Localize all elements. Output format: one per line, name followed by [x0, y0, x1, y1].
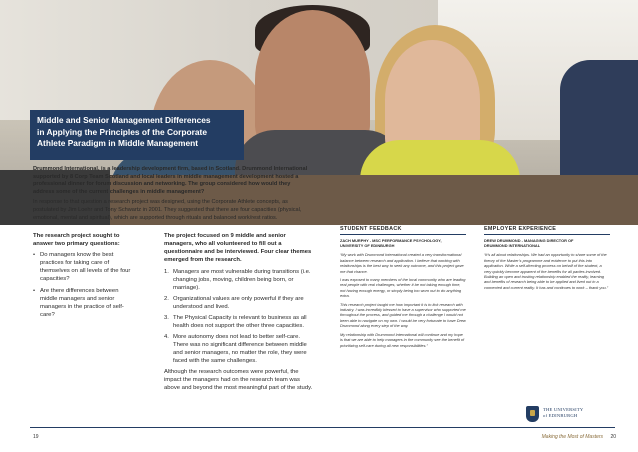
- university-name: [543, 407, 583, 419]
- employer-byline-1: DREW DRUMMOND - MANAGING DIRECTOR OF: [484, 238, 574, 243]
- article-title: [30, 110, 244, 160]
- student-byline: [340, 238, 466, 248]
- finding-number: 3.: [164, 315, 169, 321]
- finding-item: [164, 314, 314, 330]
- page-number-left: 19: [33, 434, 39, 440]
- publication-title: Making the Most of Masters: [541, 434, 604, 440]
- title-line-2: in Applying the Principles of the Corporate: [37, 126, 207, 137]
- employer-experience-heading: EMPLOYER EXPERIENCE: [484, 226, 610, 235]
- crest-icon: [526, 406, 539, 422]
- research-lead: The research project sought to answer two primary questions:: [33, 233, 120, 247]
- employer-byline-2: DRUMMOND INTERNATIONAL: [484, 243, 541, 249]
- employer-byline: [484, 238, 610, 248]
- finding-number: 1.: [164, 269, 169, 275]
- findings-outro: Although the research outcomes were powerful, the impact the managers had on the research team was above and beyond the most meaningful part of the study.: [164, 369, 313, 391]
- page-number-right: 20: [610, 434, 616, 440]
- finding-item: [164, 295, 314, 311]
- finding-item: [164, 268, 314, 292]
- university-logo: [526, 405, 616, 423]
- finding-item: [164, 333, 314, 365]
- research-questions: [33, 232, 133, 323]
- employer-experience: [484, 226, 610, 293]
- finding-number: 4.: [164, 334, 169, 340]
- intro: [33, 166, 311, 225]
- student-quote-paragraph: I was exposed to many members of the local community who are leading real people with real challenges, whether it be not taking enough time, not having enough energy, or simply being too worn out to do anything extra.: [340, 277, 466, 299]
- student-byline-1: ZACH MURPHY - MSC PERFORMANCE PSYCHOLOGY,: [340, 238, 442, 243]
- findings-lead: The project focused on 9 middle and senior managers, who all volunteered to fill out a questionnaire and be interviewed. Four clear themes emerged from the research.: [164, 233, 312, 263]
- findings-list: [164, 268, 314, 365]
- finding-text: Organizational values are only powerful if they are understood and lived.: [173, 296, 304, 310]
- intro-lead-paragraph: Drummond International, is a leadership development firm, based in Scotland. Drummond International supported by 8 Corp Team Scotland and local leaders in middle management development hosted a professional dinner for forum discussion and networking. The group considered how would they address some of the current challenges in middle management?: [33, 166, 308, 195]
- footer-divider: [30, 427, 615, 428]
- university-name-line-1: THE UNIVERSITY: [543, 407, 584, 412]
- finding-text: Managers are most vulnerable during transitions (i.e. changing jobs, moving, children being born, or marriage).: [173, 269, 311, 291]
- finding-number: 2.: [164, 296, 169, 302]
- intro-paragraph: In response to that question a research project was designed, using the Corporate Athlete concepts, as postulated by Jim Loehr and Tony Schwartz in 2001. They suggested that there are four capacities (physical, emotional, mental and spiritual), which are supported through rituals and balanced work/rest ratios.: [33, 199, 302, 221]
- question-list: [33, 251, 133, 319]
- question-item: • Are there differences between middle managers and senior managers in the practice of self-care?: [33, 287, 133, 319]
- findings: [164, 232, 314, 392]
- title-line-1: Middle and Senior Management Differences: [37, 115, 211, 125]
- employer-quote-paragraph: “It’s all about relationships. We had an opportunity to share some of the theory of the Master’s programme and evidence to put this into application. While a self-directing process on behalf of the student, a very quickly become apparent of the benefits for all parties involved. Building an open and trusting relationship enabled the reality, learning and benefits of research being able to be applied and lived out in a connected and current reality. It has and continues to work – thank you.”: [484, 252, 609, 290]
- student-feedback-heading: STUDENT FEEDBACK: [340, 226, 466, 235]
- student-quote-paragraph: This research project taught me how important it is to link research with industry. I was incredibly blessed to have a supervisor who supported me throughout the process, and guided me through a challenge I would not been able to navigate on my own. I would be very fortunate to have Drew Drummond along every step of the way.: [340, 301, 466, 329]
- university-name-line-2: of EDINBURGH: [543, 413, 578, 418]
- student-quote-paragraph: “My work with Drummond International created a very transformational balance between research and application. I believe that working with relationships is the best way to seek any outcome, and this project gave me that chance.: [340, 252, 464, 274]
- footer-right: [542, 434, 616, 440]
- employer-quote: [484, 252, 610, 290]
- student-quote: [340, 252, 466, 348]
- student-quote-paragraph: My relationship with Drummond International will continue and my hope is that we are able to help managers in the community see the benefit of prioritizing self-care during all new responsibilities.”: [340, 331, 465, 348]
- title-line-3: Athlete Paradigm in Middle Management: [37, 138, 199, 148]
- question-item: • Do managers know the best practices for taking care of themselves on all levels of the four capacities?: [33, 251, 133, 283]
- finding-text: More autonomy does not lead to better self-care. There was no significant difference between middle and senior managers, no matter the role, they were faced with the same challenges.: [173, 334, 307, 364]
- finding-text: The Physical Capacity is relevant to business as all health does not support the other three capacities.: [173, 315, 307, 329]
- student-feedback: [340, 226, 466, 351]
- student-byline-2: UNIVERSITY OF EDINBURGH: [340, 243, 395, 249]
